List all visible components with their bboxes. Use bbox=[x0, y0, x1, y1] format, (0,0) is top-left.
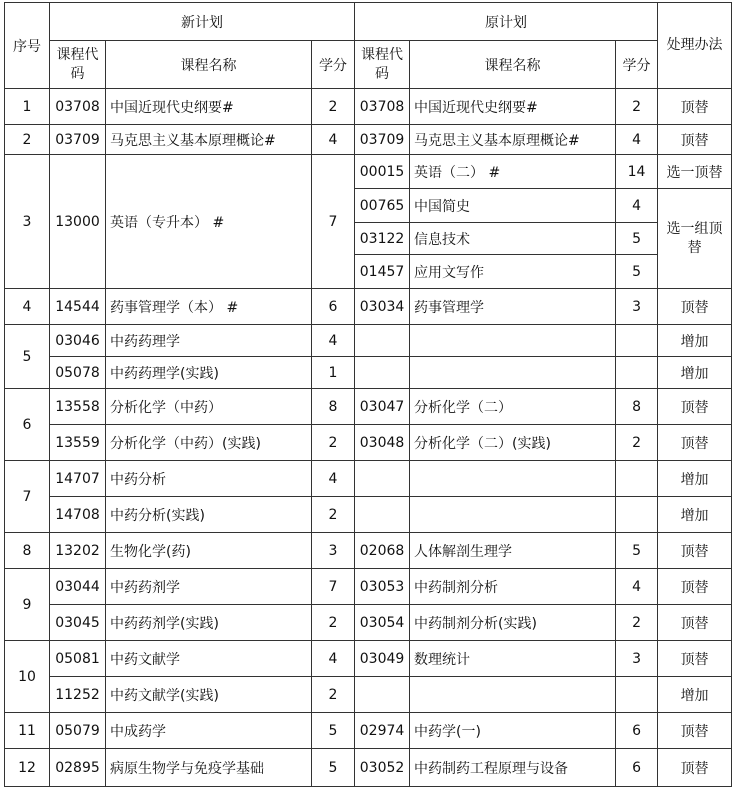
handling-cell: 顶替 bbox=[658, 569, 732, 605]
new-credit-cell: 2 bbox=[312, 89, 355, 125]
new-name-cell: 中药分析(实践) bbox=[106, 497, 312, 533]
old-code-cell: 00015 bbox=[355, 155, 410, 189]
old-code-cell: 00765 bbox=[355, 189, 410, 223]
old-name-cell: 中药制剂分析 bbox=[410, 569, 616, 605]
old-code-cell: 03708 bbox=[355, 89, 410, 125]
seq-cell: 2 bbox=[5, 125, 50, 155]
handling-cell: 增加 bbox=[658, 497, 732, 533]
course-replacement-table bbox=[4, 2, 732, 787]
old-name-cell: 中国近现代史纲要# bbox=[410, 89, 616, 125]
new-credit-cell: 5 bbox=[312, 713, 355, 749]
old-code-cell bbox=[355, 357, 410, 389]
old-credit-cell bbox=[616, 497, 658, 533]
header-new-name: 课程名称 bbox=[106, 41, 312, 89]
old-name-cell: 信息技术 bbox=[410, 223, 616, 255]
seq-cell: 12 bbox=[5, 749, 50, 787]
seq-cell: 11 bbox=[5, 713, 50, 749]
new-name-cell: 中药药理学(实践) bbox=[106, 357, 312, 389]
old-name-cell bbox=[410, 357, 616, 389]
handling-cell: 选一顶替 bbox=[658, 155, 732, 189]
old-credit-cell bbox=[616, 461, 658, 497]
header-new-credit: 学分 bbox=[312, 41, 355, 89]
header-new-code-text: 课程代码 bbox=[56, 46, 99, 82]
new-credit-cell: 4 bbox=[312, 325, 355, 357]
table-row bbox=[5, 569, 732, 605]
new-name-cell: 英语（专升本） # bbox=[106, 155, 312, 289]
new-credit-cell: 1 bbox=[312, 357, 355, 389]
handling-cell: 增加 bbox=[658, 357, 732, 389]
new-credit-cell: 3 bbox=[312, 533, 355, 569]
header-old-plan: 原计划 bbox=[355, 3, 658, 41]
handling-cell: 顶替 bbox=[658, 641, 732, 677]
new-code-cell: 02895 bbox=[50, 749, 106, 787]
new-name-cell: 药事管理学（本） # bbox=[106, 289, 312, 325]
old-code-cell: 03053 bbox=[355, 569, 410, 605]
new-credit-cell: 2 bbox=[312, 605, 355, 641]
old-name-cell bbox=[410, 497, 616, 533]
old-code-cell: 03034 bbox=[355, 289, 410, 325]
table-subrow bbox=[5, 497, 732, 533]
table-row bbox=[5, 713, 732, 749]
old-name-cell: 药事管理学 bbox=[410, 289, 616, 325]
new-name-cell: 中药分析 bbox=[106, 461, 312, 497]
old-name-cell: 中药学(一) bbox=[410, 713, 616, 749]
old-code-cell: 03048 bbox=[355, 425, 410, 461]
old-credit-cell: 3 bbox=[616, 289, 658, 325]
old-name-cell: 分析化学（二） bbox=[410, 389, 616, 425]
old-credit-cell bbox=[616, 357, 658, 389]
old-code-cell: 03049 bbox=[355, 641, 410, 677]
table-row bbox=[5, 125, 732, 155]
new-code-cell: 05081 bbox=[50, 641, 106, 677]
group-handling-text: 选一组顶替 bbox=[666, 220, 723, 256]
old-credit-cell: 8 bbox=[616, 389, 658, 425]
new-name-cell: 中成药学 bbox=[106, 713, 312, 749]
new-name-cell: 中药药理学 bbox=[106, 325, 312, 357]
new-code-cell: 03708 bbox=[50, 89, 106, 125]
new-credit-cell: 2 bbox=[312, 425, 355, 461]
header-new-code bbox=[50, 41, 106, 89]
header-new-plan: 新计划 bbox=[50, 3, 355, 41]
table-subrow bbox=[5, 357, 732, 389]
new-code-cell: 13202 bbox=[50, 533, 106, 569]
table-row bbox=[5, 749, 732, 787]
handling-cell: 顶替 bbox=[658, 125, 732, 155]
group-handling-cell bbox=[658, 189, 732, 289]
new-code-cell: 14544 bbox=[50, 289, 106, 325]
handling-cell: 顶替 bbox=[658, 425, 732, 461]
handling-cell: 顶替 bbox=[658, 289, 732, 325]
old-code-cell bbox=[355, 461, 410, 497]
old-code-cell bbox=[355, 497, 410, 533]
handling-cell: 顶替 bbox=[658, 713, 732, 749]
handling-cell: 顶替 bbox=[658, 533, 732, 569]
old-name-cell: 中国简史 bbox=[410, 189, 616, 223]
seq-cell: 8 bbox=[5, 533, 50, 569]
new-code-cell: 03709 bbox=[50, 125, 106, 155]
old-code-cell: 03047 bbox=[355, 389, 410, 425]
header-old-code bbox=[355, 41, 410, 89]
new-credit-cell: 4 bbox=[312, 461, 355, 497]
table-row bbox=[5, 533, 732, 569]
old-name-cell bbox=[410, 325, 616, 357]
seq-cell: 9 bbox=[5, 569, 50, 641]
header-seq: 序号 bbox=[5, 3, 50, 89]
old-credit-cell: 4 bbox=[616, 125, 658, 155]
new-credit-cell: 2 bbox=[312, 677, 355, 713]
old-code-cell: 02068 bbox=[355, 533, 410, 569]
header-old-code-text: 课程代码 bbox=[361, 46, 404, 82]
seq-cell: 7 bbox=[5, 461, 50, 533]
old-name-cell: 英语（二） # bbox=[410, 155, 616, 189]
new-credit-cell: 6 bbox=[312, 289, 355, 325]
table-row bbox=[5, 325, 732, 357]
header-old-credit: 学分 bbox=[616, 41, 658, 89]
new-credit-cell: 4 bbox=[312, 125, 355, 155]
header-handling bbox=[658, 3, 732, 89]
old-code-cell bbox=[355, 325, 410, 357]
table-row bbox=[5, 89, 732, 125]
old-name-cell bbox=[410, 677, 616, 713]
header-old-name: 课程名称 bbox=[410, 41, 616, 89]
old-credit-cell: 4 bbox=[616, 569, 658, 605]
table-row bbox=[5, 389, 732, 425]
table-row bbox=[5, 289, 732, 325]
old-name-cell bbox=[410, 461, 616, 497]
table-row bbox=[5, 461, 732, 497]
old-code-cell: 02974 bbox=[355, 713, 410, 749]
new-code-cell: 14707 bbox=[50, 461, 106, 497]
old-code-cell: 01457 bbox=[355, 255, 410, 289]
old-name-cell: 中药制剂分析(实践) bbox=[410, 605, 616, 641]
old-code-cell: 03052 bbox=[355, 749, 410, 787]
old-credit-cell: 5 bbox=[616, 255, 658, 289]
new-code-cell: 14708 bbox=[50, 497, 106, 533]
handling-cell: 增加 bbox=[658, 677, 732, 713]
new-name-cell: 中药文献学(实践) bbox=[106, 677, 312, 713]
new-code-cell: 13559 bbox=[50, 425, 106, 461]
seq-cell: 10 bbox=[5, 641, 50, 713]
old-name-cell: 数理统计 bbox=[410, 641, 616, 677]
old-name-cell: 分析化学（二）(实践) bbox=[410, 425, 616, 461]
seq-cell: 4 bbox=[5, 289, 50, 325]
new-code-cell: 03044 bbox=[50, 569, 106, 605]
table-row bbox=[5, 155, 732, 189]
old-credit-cell: 3 bbox=[616, 641, 658, 677]
new-credit-cell: 4 bbox=[312, 641, 355, 677]
old-credit-cell: 2 bbox=[616, 605, 658, 641]
new-code-cell: 11252 bbox=[50, 677, 106, 713]
seq-cell: 1 bbox=[5, 89, 50, 125]
old-code-cell bbox=[355, 677, 410, 713]
handling-cell: 顶替 bbox=[658, 605, 732, 641]
old-credit-cell: 4 bbox=[616, 189, 658, 223]
old-code-cell: 03709 bbox=[355, 125, 410, 155]
new-credit-cell: 7 bbox=[312, 569, 355, 605]
new-name-cell: 中药药剂学 bbox=[106, 569, 312, 605]
new-credit-cell: 2 bbox=[312, 497, 355, 533]
seq-cell: 5 bbox=[5, 325, 50, 389]
old-credit-cell: 5 bbox=[616, 223, 658, 255]
seq-cell: 3 bbox=[5, 155, 50, 289]
old-credit-cell: 6 bbox=[616, 713, 658, 749]
old-credit-cell bbox=[616, 325, 658, 357]
new-code-cell: 05078 bbox=[50, 357, 106, 389]
table-subrow bbox=[5, 605, 732, 641]
table-row bbox=[5, 641, 732, 677]
new-code-cell: 03046 bbox=[50, 325, 106, 357]
old-code-cell: 03122 bbox=[355, 223, 410, 255]
new-name-cell: 中药文献学 bbox=[106, 641, 312, 677]
new-credit-cell: 7 bbox=[312, 155, 355, 289]
handling-cell: 增加 bbox=[658, 461, 732, 497]
old-credit-cell: 14 bbox=[616, 155, 658, 189]
new-code-cell: 05079 bbox=[50, 713, 106, 749]
handling-cell: 顶替 bbox=[658, 389, 732, 425]
new-code-cell: 13558 bbox=[50, 389, 106, 425]
new-name-cell: 生物化学(药) bbox=[106, 533, 312, 569]
old-credit-cell: 5 bbox=[616, 533, 658, 569]
table-subrow bbox=[5, 677, 732, 713]
handling-cell: 顶替 bbox=[658, 89, 732, 125]
new-name-cell: 中国近现代史纲要# bbox=[106, 89, 312, 125]
new-code-cell: 13000 bbox=[50, 155, 106, 289]
old-credit-cell: 6 bbox=[616, 749, 658, 787]
new-credit-cell: 8 bbox=[312, 389, 355, 425]
old-code-cell: 03054 bbox=[355, 605, 410, 641]
old-name-cell: 马克思主义基本原理概论# bbox=[410, 125, 616, 155]
old-credit-cell: 2 bbox=[616, 89, 658, 125]
new-name-cell: 病原生物学与免疫学基础 bbox=[106, 749, 312, 787]
old-name-cell: 人体解剖生理学 bbox=[410, 533, 616, 569]
old-credit-cell bbox=[616, 677, 658, 713]
new-name-cell: 马克思主义基本原理概论# bbox=[106, 125, 312, 155]
handling-cell: 顶替 bbox=[658, 749, 732, 787]
header-handling-text: 处理办法 bbox=[666, 37, 723, 53]
old-name-cell: 应用文写作 bbox=[410, 255, 616, 289]
new-credit-cell: 5 bbox=[312, 749, 355, 787]
new-name-cell: 中药药剂学(实践) bbox=[106, 605, 312, 641]
table-subrow bbox=[5, 425, 732, 461]
old-credit-cell: 2 bbox=[616, 425, 658, 461]
seq-cell: 6 bbox=[5, 389, 50, 461]
old-name-cell: 中药制药工程原理与设备 bbox=[410, 749, 616, 787]
new-name-cell: 分析化学（中药） bbox=[106, 389, 312, 425]
handling-cell: 增加 bbox=[658, 325, 732, 357]
new-name-cell: 分析化学（中药）(实践) bbox=[106, 425, 312, 461]
new-code-cell: 03045 bbox=[50, 605, 106, 641]
